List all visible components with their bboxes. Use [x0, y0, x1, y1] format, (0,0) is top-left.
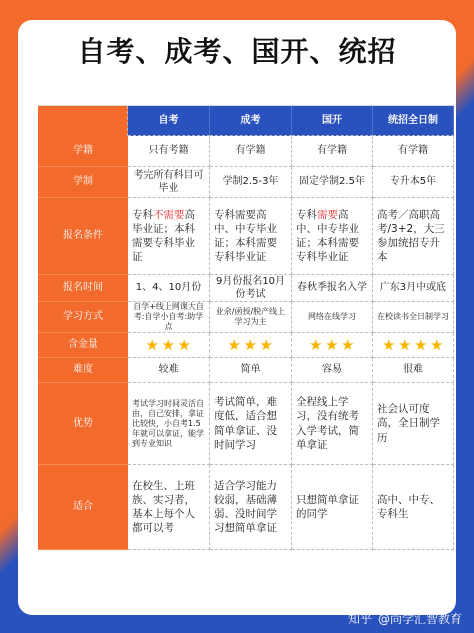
- row-header: 学习方式: [38, 302, 128, 333]
- star-icon: [244, 338, 258, 352]
- table-cell: 考完所有科目可毕业: [128, 167, 210, 198]
- text-segment: 高考／高职高考/3+2，大三参加统招专升本: [377, 208, 445, 264]
- table-cell: 专升本5年: [373, 167, 454, 198]
- table-cell: 只想简单拿证的同学: [292, 465, 373, 550]
- star-icon: [309, 338, 323, 352]
- row-header: 优势: [38, 383, 128, 465]
- table-cell: 有学籍: [292, 136, 373, 167]
- row-header: 学籍: [38, 136, 128, 167]
- table-cell: 在校读书全日制学习: [373, 302, 454, 333]
- page-title: 自考、成考、国开、统招: [77, 35, 397, 68]
- row-header: 报名时间: [38, 275, 128, 302]
- text-segment: 高毕业证；本科需要专科毕业证: [132, 208, 195, 264]
- column-header: 成考: [210, 106, 292, 136]
- table-cell: 业余/函授/脱产线上学习为主: [210, 302, 292, 333]
- table-corner: [38, 106, 128, 136]
- table-cell: 社会认可度高，全日制学历: [373, 383, 454, 465]
- highlight-text: 需要: [317, 208, 338, 221]
- star-icon: [260, 338, 274, 352]
- table-cell: [128, 198, 210, 275]
- table-cell: [210, 198, 292, 275]
- watermark-account: @尚学汇智教育: [377, 612, 462, 626]
- star-icon: [146, 338, 160, 352]
- watermark-platform: 知乎: [347, 612, 372, 626]
- table-cell: 容易: [292, 358, 373, 383]
- star-icon: [228, 338, 242, 352]
- table-cell: 学制2.5-3年: [210, 167, 292, 198]
- table-cell: [373, 198, 454, 275]
- star-icon: [341, 338, 355, 352]
- text-segment: 专科: [132, 208, 153, 221]
- text-segment: 专科: [296, 208, 317, 221]
- column-header: 国开: [292, 106, 373, 136]
- row-header: 适合: [38, 465, 128, 550]
- table-cell: 自学+线上网课大自考:自学小自考:助学点: [128, 302, 210, 333]
- table-cell: 全程线上学习，没有统考入学考试，简单拿证: [292, 383, 373, 465]
- star-icon: [325, 338, 339, 352]
- table-cell: 有学籍: [210, 136, 292, 167]
- column-header: 统招全日制: [373, 106, 454, 136]
- highlight-text: 不需要: [153, 208, 185, 221]
- star-rating: [210, 333, 292, 358]
- table-cell: 网络在线学习: [292, 302, 373, 333]
- table-cell: [292, 198, 373, 275]
- star-icon: [414, 338, 428, 352]
- star-rating: [373, 333, 454, 358]
- star-rating: [292, 333, 373, 358]
- table-cell: 广东3月中或底: [373, 275, 454, 302]
- table-cell: 在校生、上班族、实习者，基本上每个人都可以考: [128, 465, 210, 550]
- table-cell: 较难: [128, 358, 210, 383]
- star-icon: [382, 338, 396, 352]
- row-header: 报名条件: [38, 198, 128, 275]
- table-cell: 只有考籍: [128, 136, 210, 167]
- text-segment: 专科需要高中、中专毕业证；本科需要专科毕业证: [214, 208, 277, 264]
- star-rating: [128, 333, 210, 358]
- row-header: 学制: [38, 167, 128, 198]
- star-icon: [398, 338, 412, 352]
- row-header: 难度: [38, 358, 128, 383]
- comparison-table: [38, 105, 454, 550]
- table-cell: 1、4、10月份: [128, 275, 210, 302]
- table-cell: 考试学习时间灵活自由，自己安排，拿证比较快，小自考1.5年就可以拿证，能学到专业知识: [128, 383, 210, 465]
- table-cell: 考试简单，难度低，适合想简单拿证、没时间学习: [210, 383, 292, 465]
- text-segment: 高中、中专毕业证；本科需要专科毕业证: [296, 208, 359, 264]
- comparison-card: [18, 20, 456, 615]
- table-cell: 有学籍: [373, 136, 454, 167]
- column-header: 自考: [128, 106, 210, 136]
- table-cell: 适合学习能力较弱，基础薄弱、没时间学习想简单拿证: [210, 465, 292, 550]
- table-cell: 春秋季报名入学: [292, 275, 373, 302]
- table-cell: 高中、中专、专科生: [373, 465, 454, 550]
- table-cell: 简单: [210, 358, 292, 383]
- watermark: [348, 610, 462, 627]
- star-icon: [162, 338, 176, 352]
- row-header: 含金量: [38, 333, 128, 358]
- table-cell: 很难: [373, 358, 454, 383]
- star-icon: [430, 338, 444, 352]
- star-icon: [178, 338, 192, 352]
- table-cell: 固定学制2.5年: [292, 167, 373, 198]
- table-cell: 9月份报名10月份考试: [210, 275, 292, 302]
